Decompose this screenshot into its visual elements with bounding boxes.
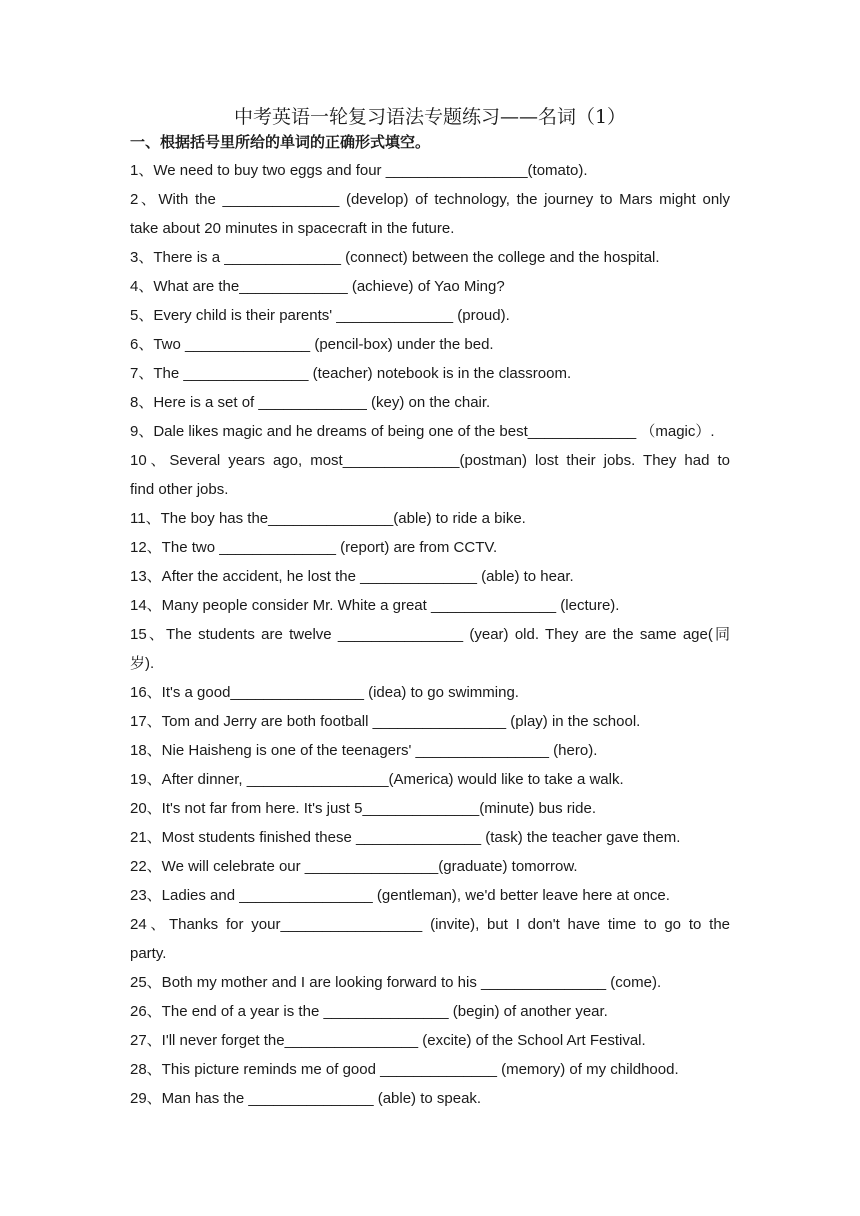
question-10: 10、Several years ago, most______________(postman) lost their jobs. They had to <box>130 452 730 469</box>
question-2: 2、With the ______________ (develop) of technology, the journey to Mars might only <box>130 191 730 208</box>
question-18: 18、Nie Haisheng is one of the teenagers' ________________ (hero). <box>130 742 598 759</box>
question-13: 13、After the accident, he lost the ______________ (able) to hear. <box>130 568 574 585</box>
question-22: 22、We will celebrate our ________________(graduate) tomorrow. <box>130 858 578 875</box>
section-heading: 一、根据括号里所给的单词的正确形式填空。 <box>130 133 431 151</box>
question-3: 3、There is a ______________ (connect) between the college and the hospital. <box>130 249 660 266</box>
question-23: 23、Ladies and ________________ (gentleman), we'd better leave here at once. <box>130 887 670 904</box>
question-19: 19、After dinner, _________________(America) would like to take a walk. <box>130 771 624 788</box>
question-6: 6、Two _______________ (pencil-box) under the bed. <box>130 336 494 353</box>
question-26: 26、The end of a year is the _______________ (begin) of another year. <box>130 1003 608 1020</box>
question-5: 5、Every child is their parents' ______________ (proud). <box>130 307 510 324</box>
question-28: 28、This picture reminds me of good ______________ (memory) of my childhood. <box>130 1061 679 1078</box>
question-25: 25、Both my mother and I are looking forward to his _______________ (come). <box>130 974 662 991</box>
question-9: 9、Dale likes magic and he dreams of being one of the best_____________ （magic）. <box>130 423 715 440</box>
question-21: 21、Most students finished these _______________ (task) the teacher gave them. <box>130 829 681 846</box>
page-title: 中考英语一轮复习语法专题练习——名词（1） <box>233 106 627 128</box>
question-15: 15、The students are twelve _______________ (year) old. They are the same age(同 <box>130 626 730 643</box>
question-11: 11、The boy has the_______________(able) to ride a bike. <box>130 510 526 527</box>
question-2-continuation: take about 20 minutes in spacecraft in the future. <box>130 220 455 237</box>
question-1: 1、We need to buy two eggs and four _________________(tomato). <box>130 162 588 179</box>
question-29: 29、Man has the _______________ (able) to speak. <box>130 1090 482 1107</box>
question-15-continuation: 岁). <box>130 655 155 672</box>
question-16: 16、It's a good________________ (idea) to go swimming. <box>130 684 519 701</box>
question-20: 20、It's not far from here. It's just 5______________(minute) bus ride. <box>130 800 596 817</box>
question-17: 17、Tom and Jerry are both football ________________ (play) in the school. <box>130 713 641 730</box>
question-24: 24、Thanks for your_________________ (invite), but I don't have time to go to the <box>130 916 730 933</box>
question-4: 4、What are the_____________ (achieve) of Yao Ming? <box>130 278 505 295</box>
question-27: 27、I'll never forget the________________ (excite) of the School Art Festival. <box>130 1032 646 1049</box>
question-7: 7、The _______________ (teacher) notebook is in the classroom. <box>130 365 572 382</box>
question-list <box>130 156 730 1113</box>
question-10-continuation: find other jobs. <box>130 481 229 498</box>
question-14: 14、Many people consider Mr. White a great _______________ (lecture). <box>130 597 620 614</box>
question-8: 8、Here is a set of _____________ (key) on the chair. <box>130 394 491 411</box>
question-12: 12、The two ______________ (report) are from CCTV. <box>130 539 498 556</box>
question-24-continuation: party. <box>130 945 167 962</box>
